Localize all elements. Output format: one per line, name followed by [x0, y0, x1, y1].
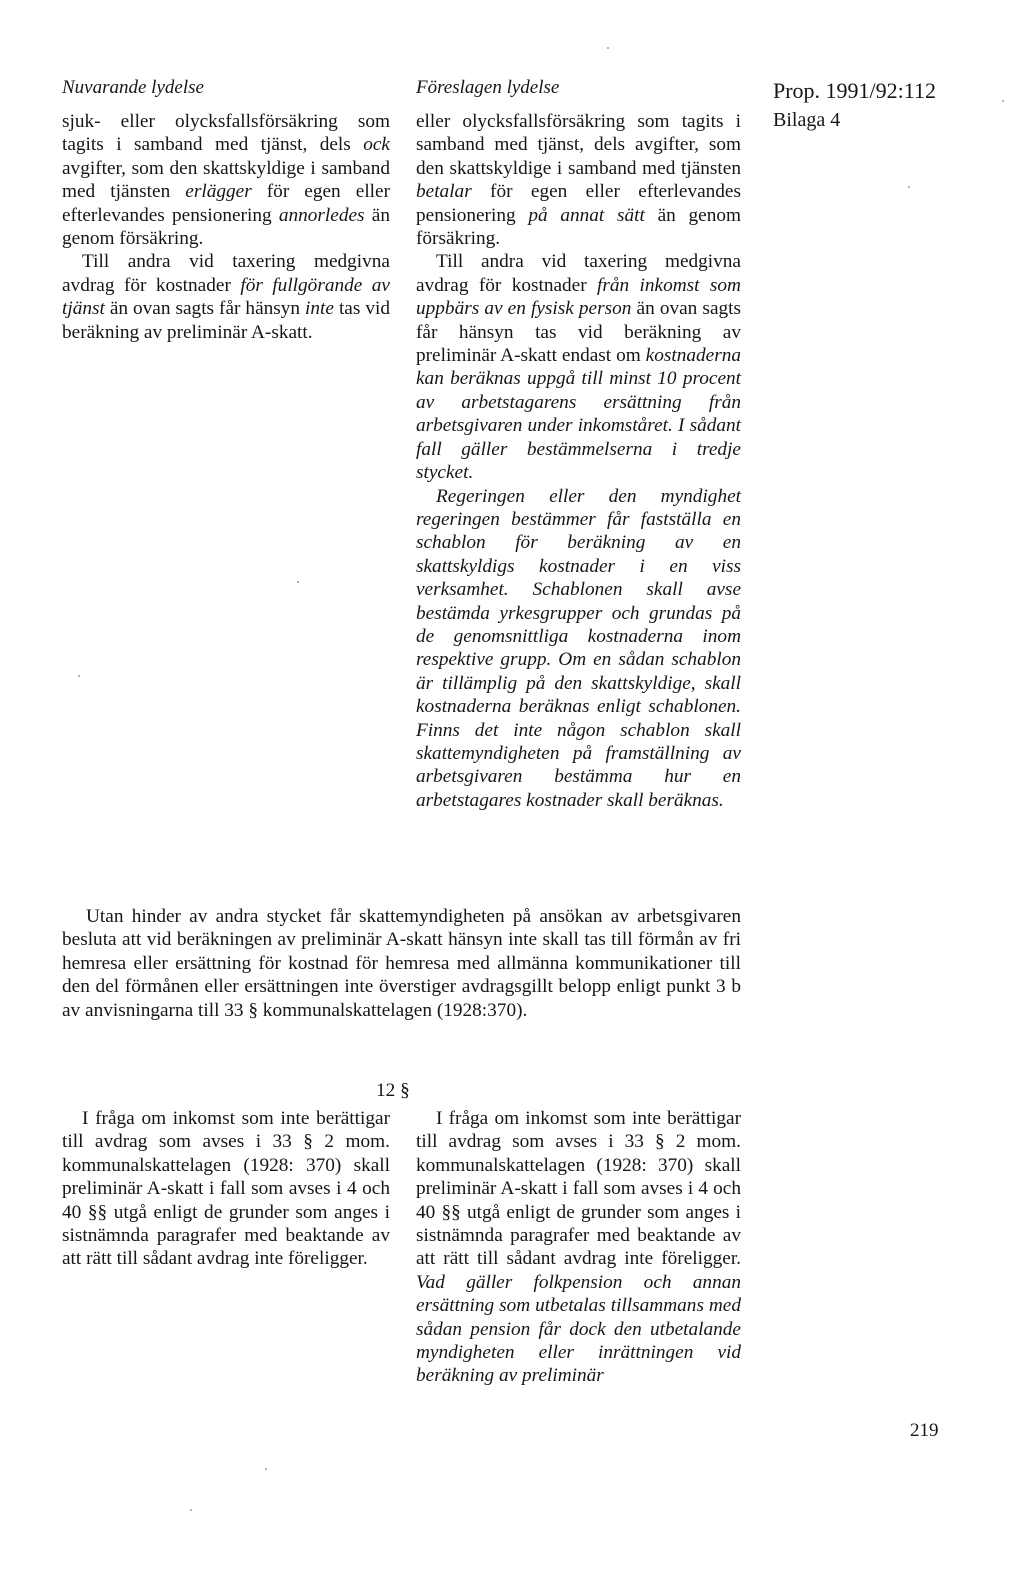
proposition-reference: Prop. 1991/92:112 — [773, 78, 936, 103]
proposed-wording-column-bottom — [416, 1107, 741, 1388]
current-paragraph-2: Till andra vid taxering medgivna avdrag för kostnader för fullgörande av tjänst än ovan sagts får hänsyn inte tas vid beräkning av preliminär A-skatt. — [62, 251, 390, 343]
current-section-12-paragraph: I fråga om inkomst som inte berättigar till avdrag som avses i 33 § 2 mom. kommunalskattelagen (1928: 370) skall preliminär A-skatt i fall som avses i 4 och 40 §§ utgå enligt de grunder som anges i sistnämnda paragrafer med beaktande av att rätt till sådant avdrag inte föreligger. — [62, 1108, 390, 1270]
header-current-wording: Nuvarande lydelse — [62, 77, 204, 98]
proposed-paragraph-1: eller olycksfallsförsäkring som tagits i samband med tjänst, dels avgifter, som den skattskyldige i samband med tjänsten betalar för egen eller efterlevandes pensionering på annat sätt än genom försäkring. — [416, 111, 741, 250]
proposed-wording-column-top — [416, 110, 741, 812]
proposed-paragraph-3: Regeringen eller den myndighet regeringen bestämmer får fastställa en schablon för beräkning av en skattskyldigs kostnader i en viss verksamhet. Schablonen skall avse bestämda yrkesgrupper och grundas på de genomsnittliga kostnaderna inom respektive grupp. Om en sådan schablon är tillämplig på den skattskyldige, skall kostnaderna beräknas enligt schablonen. Finns det inte någon schablon skall skattemyndigheten på framställning av arbetsgivaren bestämma hur en arbetstagares kostnader skall beräknas. — [416, 485, 741, 811]
appendix-label: Bilaga 4 — [773, 109, 841, 131]
current-wording-column-top — [62, 110, 390, 344]
scan-speck — [297, 581, 299, 583]
scan-speck — [607, 47, 609, 49]
current-paragraph-1: sjuk- eller olycksfallsförsäkring som tagits i samband med tjänst, dels ock avgifter, som den skattskyldige i samband med tjänsten erlägger för egen eller efterlevandes pensionering annorledes än genom försäkring. — [62, 111, 391, 250]
page-number: 219 — [910, 1420, 939, 1441]
scan-speck — [1002, 100, 1004, 102]
header-proposed-wording: Föreslagen lydelse — [416, 77, 560, 98]
current-wording-column-bottom — [62, 1107, 390, 1271]
proposed-section-12-paragraph: I fråga om inkomst som inte berättigar till avdrag som avses i 33 § 2 mom. kommunalskattelagen (1928: 370) skall preliminär A-skatt i fall som avses i 4 och 40 §§ utgå enligt de grunder som anges i sistnämnda paragrafer med beaktande av att rätt till sådant avdrag inte föreligger. Vad gäller folkpension och annan ersättning som utbetalas tillsammans med sådan pension får dock den utbetalande myndigheten eller inrättningen vid beräkning av preliminär — [416, 1108, 741, 1387]
scan-speck — [190, 1509, 192, 1511]
scan-speck — [265, 1468, 267, 1470]
scan-speck — [78, 675, 80, 677]
shared-paragraph: Utan hinder av andra stycket får skattemyndigheten på ansökan av arbetsgivaren besluta att vid beräkningen av preliminär A-skatt hänsyn inte skall tas till förmån av fri hemresa eller ersättning för kostnad för hemresa med allmänna kommunikationer till den del förmånen eller ersättningen inte överstiger avdragsgillt belopp enligt punkt 3 b av anvisningarna till 33 § kommunalskattelagen (1928:370). — [62, 906, 741, 1021]
proposed-paragraph-2: Till andra vid taxering medgivna avdrag för kostnader från inkomst som uppbärs av en fysisk person än ovan sagts får hänsyn tas vid beräkning av preliminär A-skatt endast om kostnaderna kan beräknas uppgå till minst 10 procent av arbetstagarens ersättning från arbetsgivaren under inkomståret. I sådant fall gäller bestämmelserna i tredje stycket. — [416, 251, 741, 484]
section-heading: 12 § — [376, 1080, 410, 1101]
scan-speck — [908, 186, 910, 188]
